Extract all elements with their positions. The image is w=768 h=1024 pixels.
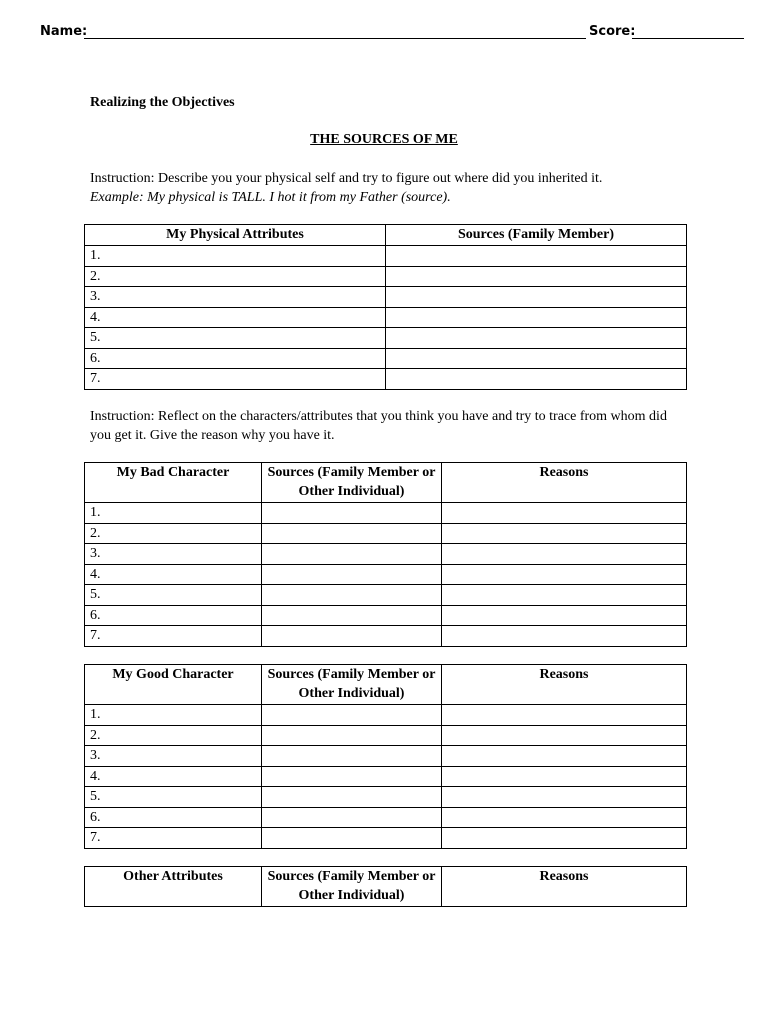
page-title: THE SOURCES OF ME bbox=[310, 132, 458, 147]
row-number[interactable]: 5. bbox=[85, 328, 386, 349]
table-header: My Bad Character bbox=[85, 463, 262, 503]
answer-cell[interactable] bbox=[386, 246, 687, 267]
table-row bbox=[85, 307, 687, 328]
answer-cell[interactable] bbox=[262, 828, 442, 849]
table-row bbox=[85, 828, 687, 849]
answer-cell[interactable] bbox=[442, 705, 687, 726]
answer-cell[interactable] bbox=[442, 544, 687, 565]
table-row bbox=[85, 766, 687, 787]
table-row bbox=[85, 585, 687, 606]
table-header: My Physical Attributes bbox=[85, 225, 386, 246]
row-number[interactable]: 5. bbox=[85, 787, 262, 808]
table-header: Sources (Family Member or Other Individual) bbox=[262, 665, 442, 705]
row-number[interactable]: 2. bbox=[85, 266, 386, 287]
row-number[interactable]: 6. bbox=[85, 605, 262, 626]
answer-cell[interactable] bbox=[442, 605, 687, 626]
physical-attributes-table bbox=[84, 224, 687, 390]
table-row bbox=[85, 246, 687, 267]
answer-cell[interactable] bbox=[262, 746, 442, 767]
score-label: Score: bbox=[589, 24, 636, 39]
score-field[interactable] bbox=[632, 38, 744, 39]
header-fields bbox=[40, 22, 745, 42]
row-number[interactable]: 1. bbox=[85, 246, 386, 267]
answer-cell[interactable] bbox=[262, 523, 442, 544]
table-row bbox=[85, 626, 687, 647]
answer-cell[interactable] bbox=[442, 503, 687, 524]
answer-cell[interactable] bbox=[262, 605, 442, 626]
answer-cell[interactable] bbox=[442, 725, 687, 746]
table-row bbox=[85, 807, 687, 828]
table-row bbox=[85, 369, 687, 390]
answer-cell[interactable] bbox=[386, 266, 687, 287]
row-number[interactable]: 3. bbox=[85, 746, 262, 767]
table-row bbox=[85, 523, 687, 544]
example-1: Example: My physical is TALL. I hot it from my Father (source). bbox=[90, 190, 451, 205]
row-number[interactable]: 7. bbox=[85, 626, 262, 647]
answer-cell[interactable] bbox=[442, 564, 687, 585]
row-number[interactable]: 2. bbox=[85, 725, 262, 746]
row-number[interactable]: 4. bbox=[85, 766, 262, 787]
answer-cell[interactable] bbox=[442, 787, 687, 808]
row-number[interactable]: 3. bbox=[85, 287, 386, 308]
table-row bbox=[85, 564, 687, 585]
instruction-2: Instruction: Reflect on the characters/attributes that you think you have and try to trace from whom did you get it. Give the reason why you have it. bbox=[90, 409, 667, 443]
table-row bbox=[85, 787, 687, 808]
answer-cell[interactable] bbox=[386, 328, 687, 349]
answer-cell[interactable] bbox=[262, 564, 442, 585]
row-number[interactable]: 4. bbox=[85, 307, 386, 328]
row-number[interactable]: 1. bbox=[85, 503, 262, 524]
table-row bbox=[85, 287, 687, 308]
section-heading: Realizing the Objectives bbox=[90, 95, 235, 110]
good-character-table bbox=[84, 664, 687, 849]
table-row bbox=[85, 328, 687, 349]
table-header: Sources (Family Member or Other Individual) bbox=[262, 867, 442, 907]
answer-cell[interactable] bbox=[386, 307, 687, 328]
table-header: My Good Character bbox=[85, 665, 262, 705]
table-row bbox=[85, 725, 687, 746]
row-number[interactable]: 7. bbox=[85, 828, 262, 849]
answer-cell[interactable] bbox=[262, 725, 442, 746]
table-row bbox=[85, 348, 687, 369]
row-number[interactable]: 1. bbox=[85, 705, 262, 726]
row-number[interactable]: 5. bbox=[85, 585, 262, 606]
answer-cell[interactable] bbox=[442, 807, 687, 828]
other-attributes-table bbox=[84, 866, 687, 907]
table-header: Sources (Family Member or Other Individual) bbox=[262, 463, 442, 503]
answer-cell[interactable] bbox=[386, 348, 687, 369]
table-header: Other Attributes bbox=[85, 867, 262, 907]
answer-cell[interactable] bbox=[262, 585, 442, 606]
row-number[interactable]: 6. bbox=[85, 348, 386, 369]
answer-cell[interactable] bbox=[442, 585, 687, 606]
answer-cell[interactable] bbox=[262, 787, 442, 808]
table-header: Reasons bbox=[442, 665, 687, 705]
answer-cell[interactable] bbox=[442, 766, 687, 787]
bad-character-table bbox=[84, 462, 687, 647]
row-number[interactable]: 6. bbox=[85, 807, 262, 828]
row-number[interactable]: 7. bbox=[85, 369, 386, 390]
answer-cell[interactable] bbox=[386, 369, 687, 390]
answer-cell[interactable] bbox=[262, 503, 442, 524]
answer-cell[interactable] bbox=[262, 807, 442, 828]
answer-cell[interactable] bbox=[386, 287, 687, 308]
instruction-1: Instruction: Describe you your physical self and try to figure out where did you inherited it. bbox=[90, 171, 603, 186]
name-label: Name: bbox=[40, 24, 88, 39]
answer-cell[interactable] bbox=[262, 626, 442, 647]
answer-cell[interactable] bbox=[262, 544, 442, 565]
table-header: Reasons bbox=[442, 463, 687, 503]
answer-cell[interactable] bbox=[442, 746, 687, 767]
table-header: Reasons bbox=[442, 867, 687, 907]
table-row bbox=[85, 746, 687, 767]
table-row bbox=[85, 266, 687, 287]
answer-cell[interactable] bbox=[262, 766, 442, 787]
row-number[interactable]: 3. bbox=[85, 544, 262, 565]
answer-cell[interactable] bbox=[442, 523, 687, 544]
table-row bbox=[85, 605, 687, 626]
row-number[interactable]: 4. bbox=[85, 564, 262, 585]
table-row bbox=[85, 705, 687, 726]
answer-cell[interactable] bbox=[442, 626, 687, 647]
answer-cell[interactable] bbox=[442, 828, 687, 849]
name-field[interactable] bbox=[84, 38, 586, 39]
table-header: Sources (Family Member) bbox=[386, 225, 687, 246]
table-row bbox=[85, 503, 687, 524]
row-number[interactable]: 2. bbox=[85, 523, 262, 544]
table-row bbox=[85, 544, 687, 565]
answer-cell[interactable] bbox=[262, 705, 442, 726]
